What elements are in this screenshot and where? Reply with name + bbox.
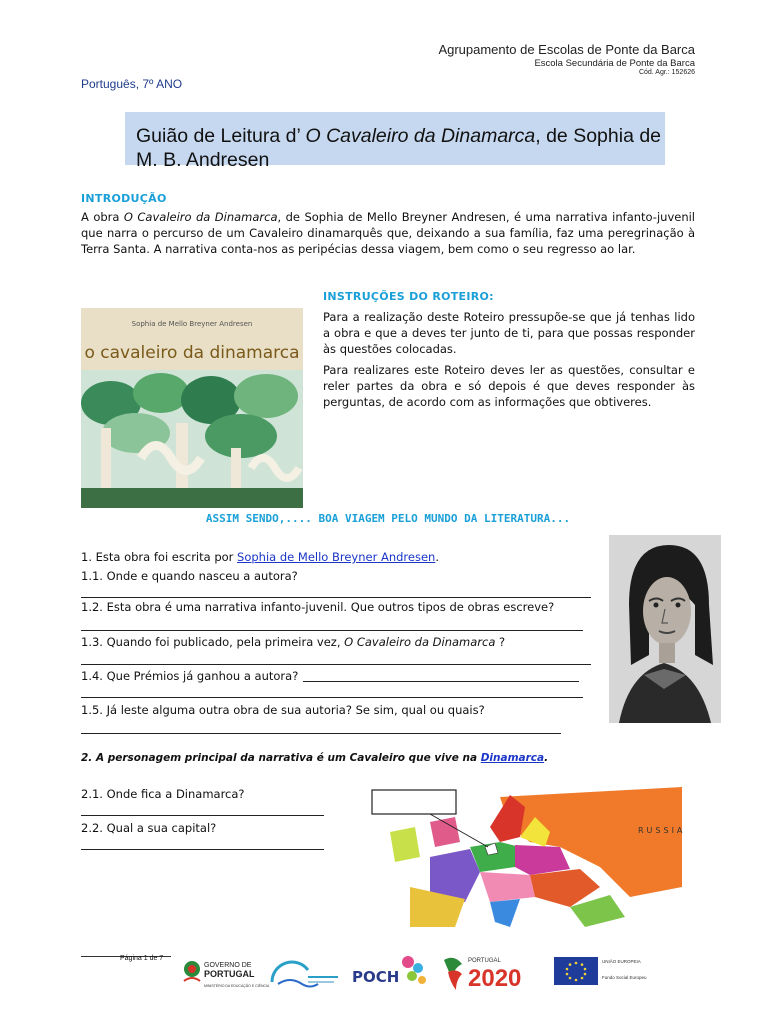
portugal-label: PORTUGAL: [468, 958, 501, 964]
book-cover-image: [81, 308, 303, 508]
answer-line-1-4b[interactable]: [81, 697, 583, 698]
intro-work: O Cavaleiro da Dinamarca: [123, 210, 278, 224]
title-author: M. B. Andresen: [136, 149, 270, 171]
tagline: ASSIM SENDO,.... BOA VIAGEM PELO MUNDO DA LITERATURA...: [205, 512, 571, 525]
question-2-text: 2. A personagem principal da narrativa é um Cavaleiro que vive na: [81, 752, 481, 764]
answer-line-2-1[interactable]: [81, 815, 324, 816]
question-1: [81, 549, 439, 565]
question-2-2: 2.2. Qual a sua capital?: [81, 821, 217, 835]
question-1-end: .: [435, 550, 439, 564]
author-link[interactable]: Sophia de Mello Breyner Andresen: [237, 550, 436, 564]
map-answer-box[interactable]: [372, 790, 456, 814]
page-number: Página 1 de 7: [120, 955, 164, 962]
cover-author: Sophia de Mello Breyner Andresen: [131, 320, 253, 328]
school-group-name: Agrupamento de Escolas de Ponte da Barca: [438, 42, 695, 57]
cover-title: o cavaleiro da dinamarca: [84, 343, 300, 363]
gov-line-2: PORTUGAL: [204, 969, 255, 979]
question-2: [81, 752, 548, 764]
answer-line-1-3[interactable]: [81, 664, 591, 665]
denmark-link[interactable]: Dinamarca: [480, 752, 545, 764]
question-2-end: .: [544, 752, 549, 764]
intro-text-start: A obra: [81, 210, 124, 224]
answer-line-1-5[interactable]: [81, 733, 561, 734]
school-code: Cód. Agr.: 152626: [638, 69, 695, 76]
question-1-3: [81, 634, 505, 650]
poch-text: POCH: [352, 968, 400, 986]
answer-line-1-2[interactable]: [81, 630, 583, 631]
subject-label: Português, 7º ANO: [81, 77, 183, 91]
eu-line-1: UNIÃO EUROPEIA: [602, 959, 641, 964]
school-name: Escola Secundária de Ponte da Barca: [534, 58, 695, 69]
intro-heading: INTRODUÇÃO: [81, 192, 167, 205]
question-1-3-work: O Cavaleiro da Dinamarca: [344, 635, 496, 649]
page-title: [136, 124, 706, 172]
answer-line-1-4a[interactable]: [303, 681, 579, 682]
question-1-3-text: 1.3. Quando foi publicado, pela primeira vez,: [81, 635, 345, 649]
question-1-3-end: ?: [495, 635, 506, 649]
eu-line-2: Fundo Social Europeu: [602, 975, 647, 980]
question-1-text: 1. Esta obra foi escrita por: [81, 550, 238, 564]
portugal-2020-logo: [440, 952, 544, 992]
ministry-text: MINISTÉRIO DA EDUCAÇÃO E CIÊNCIA: [204, 984, 270, 988]
eu-logo: [554, 955, 654, 987]
question-1-5: 1.5. Já leste alguma outra obra de sua autoria? Se sim, qual ou quais?: [81, 703, 485, 717]
europe-map: [370, 787, 686, 932]
answer-line-2-2[interactable]: [81, 849, 324, 850]
instructions-paragraph-2: Para realizares este Roteiro deves ler as questões, consultar e reler partes da obra e só depois é que deves responder às perguntas, de acordo com as informações que obtiveres.: [323, 363, 695, 409]
gov-line-1: GOVERNO DE: [204, 962, 252, 969]
author-portrait: [609, 535, 721, 723]
question-1-1: 1.1. Onde e quando nasceu a autora?: [81, 569, 298, 583]
question-2-1: 2.1. Onde fica a Dinamarca?: [81, 787, 245, 801]
intro-text-end: , de Sophia de Mello Breyner Andresen, é uma narrativa infanto-juvenil que narra o percurso de um Cavaleiro dinamarquês que, deixando a sua família, faz uma peregrinação à Terra Santa. A narrativa conta-nos as peripécias dessa viagem, bem como o seu regresso ao lar.: [81, 210, 695, 256]
governo-portugal-logo: [180, 955, 270, 1001]
question-1-2: 1.2. Esta obra é uma narrativa infanto-juvenil. Que outros tipos de obras escreve?: [81, 600, 555, 614]
p2020-label: 2020: [468, 965, 522, 992]
answer-line-1-1[interactable]: [81, 597, 591, 598]
instructions-paragraph-1: Para a realização deste Roteiro pressupõe-se que já tenhas lido a obra e que a deves ter junto de ti, para que possas responder às questões colocadas.: [323, 310, 695, 356]
instructions-heading: INSTRUÇÕES DO ROTEIRO:: [323, 290, 494, 303]
intro-paragraph: [81, 209, 695, 257]
map-russia-label: RUSSIA: [638, 826, 686, 835]
school-group-logo: [264, 952, 344, 998]
title-suffix: , de Sophia de: [535, 125, 662, 147]
title-prefix: Guião de Leitura d’: [136, 125, 306, 147]
question-1-4: 1.4. Que Prémios já ganhou a autora?: [81, 669, 299, 683]
poch-logo: [350, 952, 430, 992]
title-work: O Cavaleiro da Dinamarca: [305, 125, 536, 147]
